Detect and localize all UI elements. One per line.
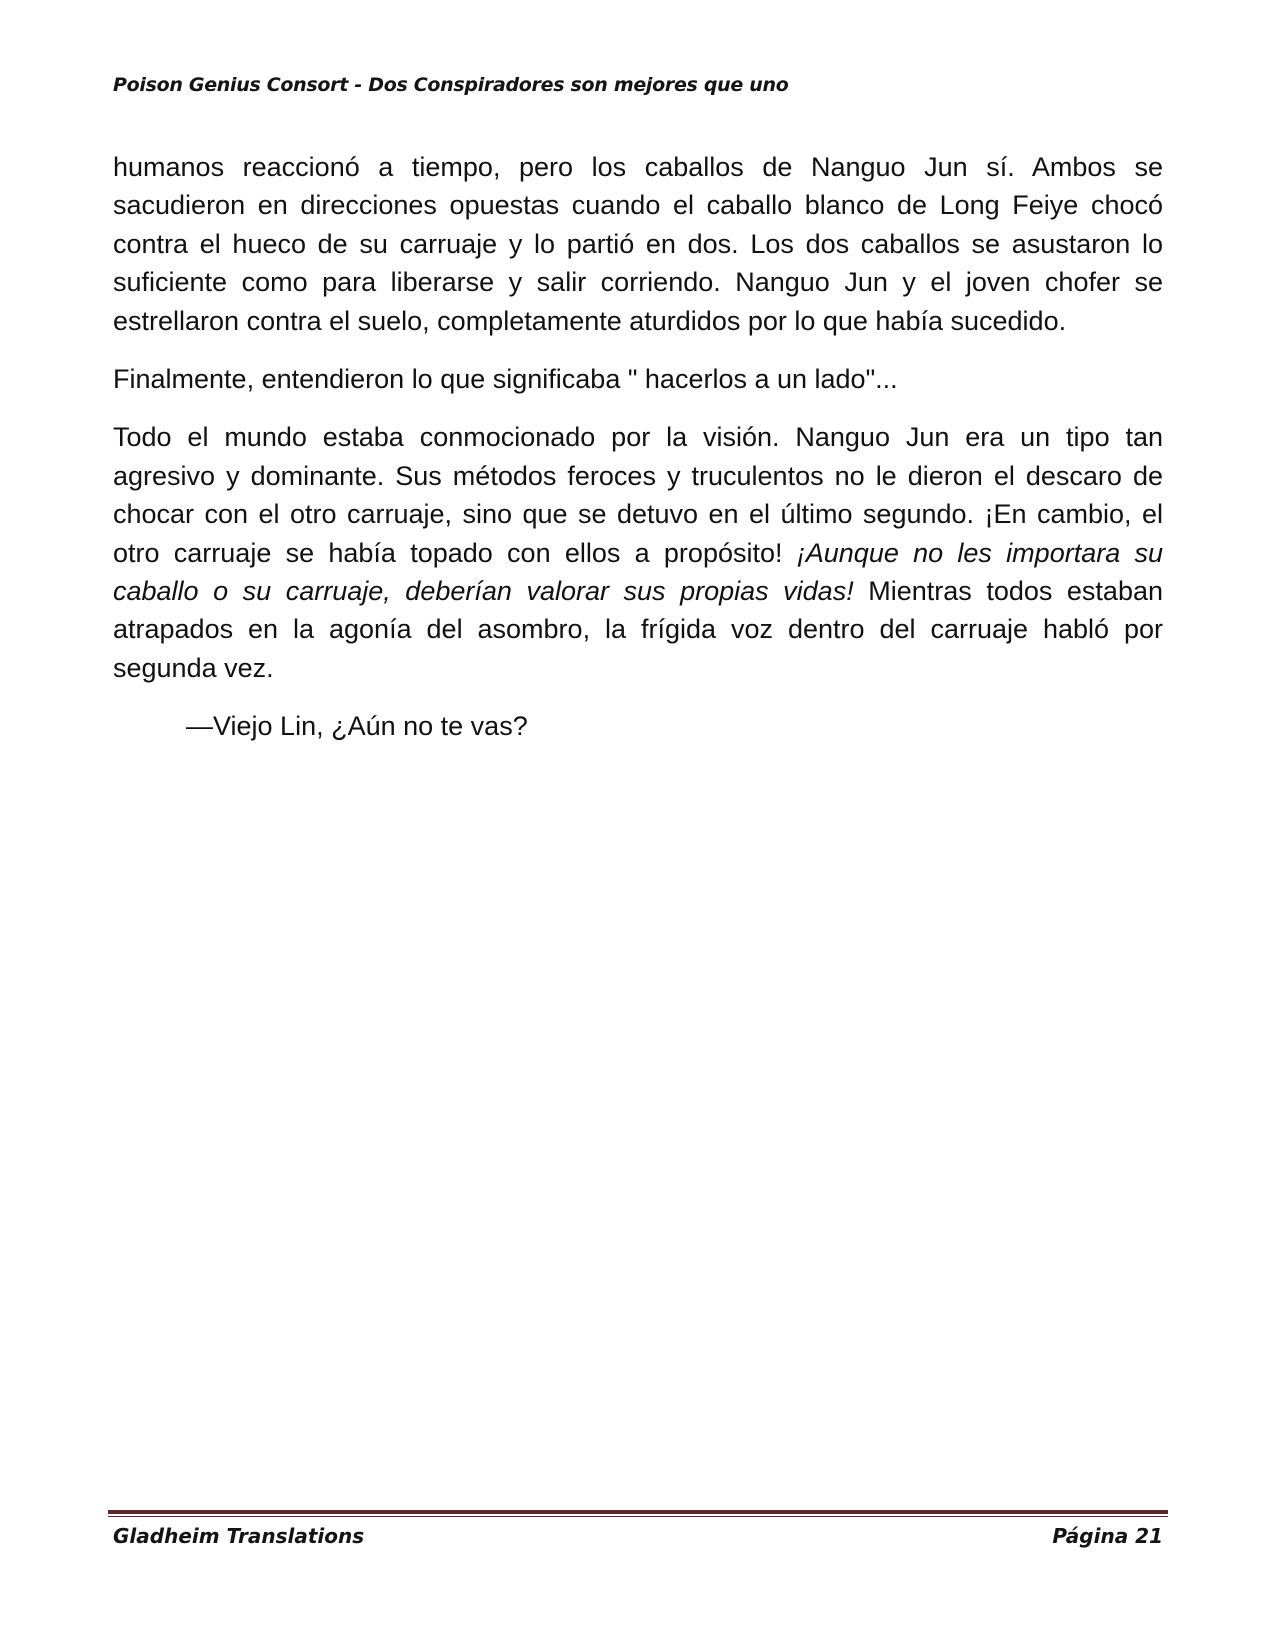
dialogue-line: —Viejo Lin, ¿Aún no te vas? — [186, 711, 528, 742]
page-header-title: Poison Genius Consort - Dos Conspiradores son mejores que uno — [113, 74, 789, 96]
paragraph-2: Finalmente, entendieron lo que significaba " hacerlos a un lado"... — [113, 364, 898, 395]
footer-publisher: Gladheim Translations — [113, 1524, 365, 1548]
paragraph-3-start: Todo el mundo estaba conmocionado por la visión. Nanguo Jun era un tipo tan agresivo y dominante. Sus métodos feroces y truculentos no le dieron el descaro de chocar con el otro carruaje, sino que se detuvo en el último segundo. ¡En cambio, el otro carruaje se había topado con ellos a propósito! — [113, 422, 1163, 568]
footer-page-number: Página 21 — [1052, 1524, 1163, 1548]
footer-divider-thin — [108, 1516, 1168, 1517]
footer-divider-thick — [108, 1510, 1168, 1514]
paragraph-3 — [113, 418, 1163, 687]
paragraph-1: humanos reaccionó a tiempo, pero los caballos de Nanguo Jun sí. Ambos se sacudieron en direcciones opuestas cuando el caballo blanco de Long Feiye chocó contra el hueco de su carruaje y lo partió en dos. Los dos caballos se asustaron lo suficiente como para liberarse y salir corriendo. Nanguo Jun y el joven chofer se estrellaron contra el suelo, completamente aturdidos por lo que había sucedido. — [113, 152, 1163, 336]
document-body — [113, 148, 1163, 766]
footer-divider — [108, 1510, 1168, 1518]
paragraph-3-italic: ¡Aunque no les importara su caballo o su carruaje, deberían valorar sus propias vidas! — [113, 537, 1164, 607]
paragraph-3-end: Mientras todos estaban atrapados en la agonía del asombro, la frígida voz dentro del carruaje habló por segunda vez. — [113, 576, 1163, 683]
